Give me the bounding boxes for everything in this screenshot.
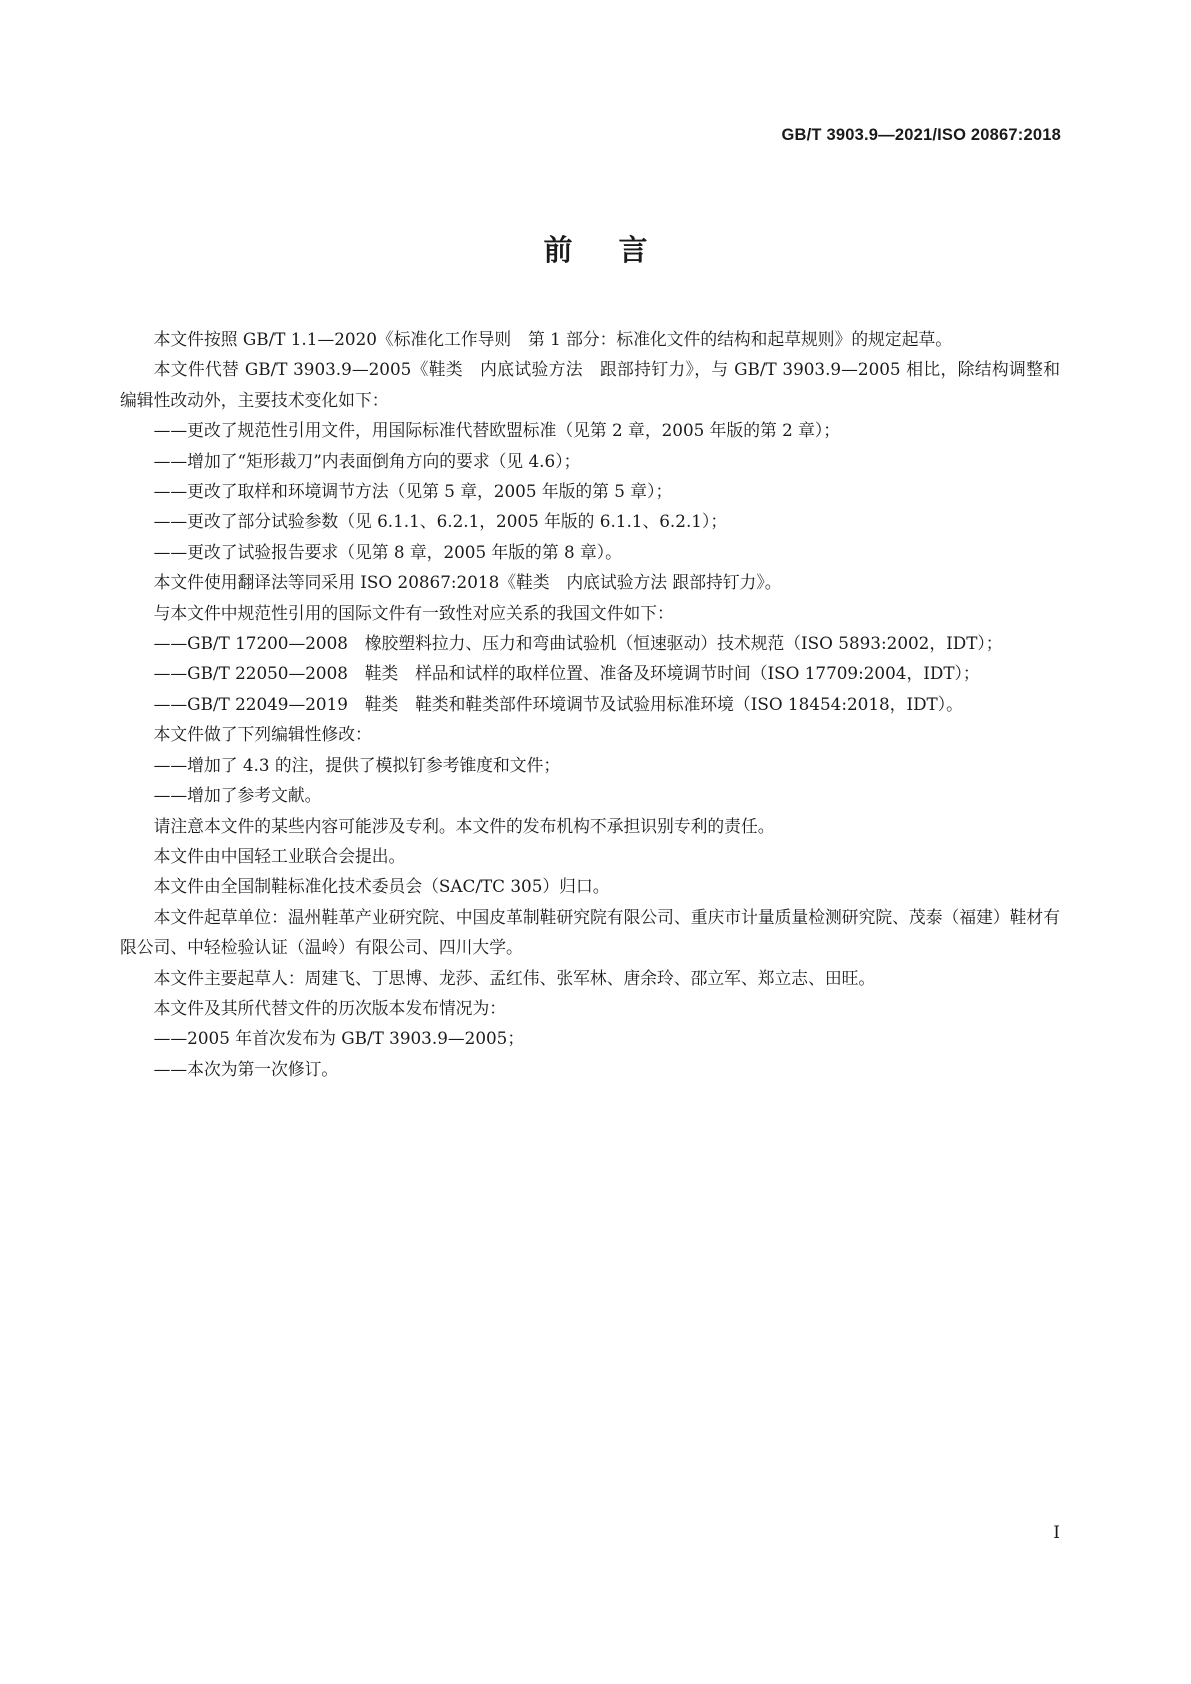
history-list-item: ——本次为第一次修订。 [153,1058,339,1079]
paragraph: 本文件及其所代替文件的历次版本发布情况为： [153,997,507,1018]
page-title: 前言 [543,233,694,267]
change-list-item: ——更改了部分试验参数（见 6.1.1、6.2.1，2005 年版的 6.1.1、6.2.1）； [153,511,728,532]
paragraph: 本文件做了下列编辑性修改： [153,724,372,745]
standard-code-header: GB/T 3903.9—2021/ISO 20867:2018 [781,126,1061,144]
change-list-item: ——更改了取样和环境调节方法（见第 5 章，2005 年版的第 5 章）； [153,481,673,502]
paragraph: 本文件由全国制鞋标准化技术委员会（SAC/TC 305）归口。 [153,876,610,897]
page-number: I [1053,1523,1060,1543]
paragraph: 本文件主要起草人：周建飞、丁思博、龙莎、孟红伟、张军林、唐余玲、邵立军、郑立志、田旺。 [153,967,876,988]
change-list-item: ——更改了试验报告要求（见第 8 章，2005 年版的第 8 章）。 [153,541,622,562]
change-list-item: ——增加了“矩形裁刀”内表面倒角方向的要求（见 4.6）； [153,450,581,471]
reference-list-item: ——GB/T 22049—2019 鞋类 鞋类和鞋类部件环境调节及试验用标准环境（ISO 18454:2018，IDT）。 [153,693,963,714]
foreword-body [120,324,1060,1084]
history-list-item: ——2005 年首次发布为 GB/T 3903.9—2005； [153,1028,525,1049]
reference-list-item: ——GB/T 22050—2008 鞋类 样品和试样的取样位置、准备及环境调节时间（ISO 17709:2004，IDT）； [153,663,980,684]
paragraph: 本文件由中国轻工业联合会提出。 [153,845,406,866]
reference-list-item: ——GB/T 17200—2008 橡胶塑料拉力、压力和弯曲试验机（恒速驱动）技术规范（ISO 5893:2002，IDT）； [153,633,1003,654]
paragraph: 本文件使用翻译法等同采用 ISO 20867:2018《鞋类 内底试验方法 跟部持钉力》。 [153,572,782,593]
change-list-item: ——更改了规范性引用文件，用国际标准代替欧盟标准（见第 2 章，2005 年版的第 2 章）； [153,420,841,441]
paragraph: 本文件起草单位：温州鞋革产业研究院、中国皮革制鞋研究院有限公司、重庆市计量质量检测研究院、茂泰（福建）鞋材有限公司、中轻检验认证（温岭）有限公司、四川大学。 [120,906,1060,958]
paragraph: 请注意本文件的某些内容可能涉及专利。本文件的发布机构不承担识别专利的责任。 [153,815,775,836]
paragraph: 本文件代替 GB/T 3903.9—2005《鞋类 内底试验方法 跟部持钉力》，与 GB/T 3903.9—2005 相比，除结构调整和编辑性改动外，主要技术变化如下： [120,359,1060,410]
paragraph: 与本文件中规范性引用的国际文件有一致性对应关系的我国文件如下： [153,602,674,623]
paragraph: 本文件按照 GB/T 1.1—2020《标准化工作导则 第 1 部分：标准化文件的结构和起草规则》的规定起草。 [153,329,953,349]
edit-list-item: ——增加了 4.3 的注，提供了模拟钉参考锥度和文件； [153,754,561,775]
edit-list-item: ——增加了参考文献。 [153,785,322,806]
